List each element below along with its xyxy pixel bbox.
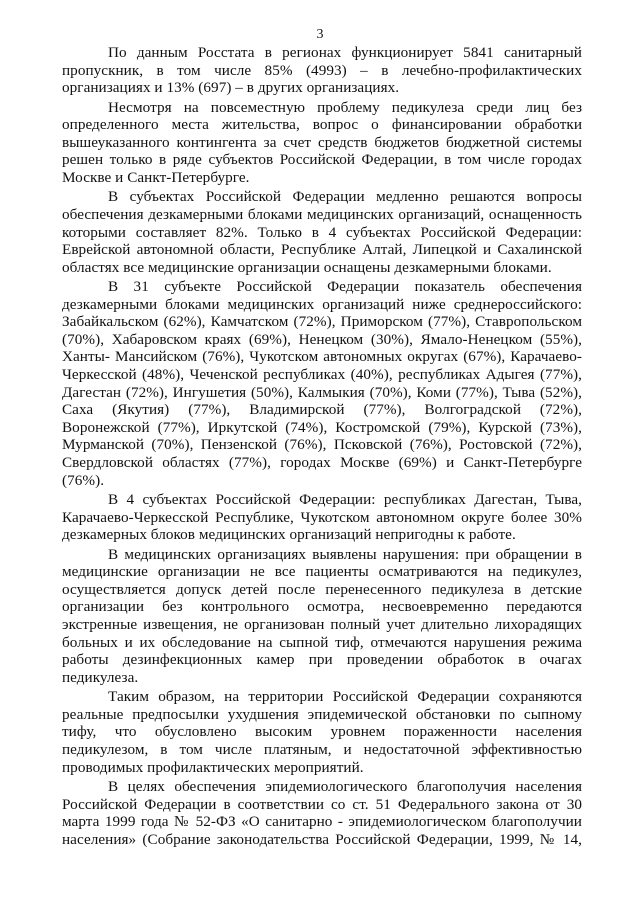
paragraph-legal-basis: В целях обеспечения эпидемиологического благополучия населения Российской Федерации в соответствии со ст. 51 Федерального закона от 30 марта 1999 года № 52-ФЗ «О санитарно - эпидемиологическом благополучии населения» (Собрание законодательства Российской Федерации, 1999, № 14, [62, 777, 582, 848]
document-body [62, 44, 582, 850]
paragraph-unusable-units: В 4 субъектах Российской Федерации: республиках Дагестан, Тыва, Карачаево-Черкесской Республике, Чукотском автономном округе более 30% дезкамерных блоков медицинских организаций непригодны к работе. [62, 491, 582, 544]
paragraph-disinfection-units: В субъектах Российской Федерации медленно решаются вопросы обеспечения дезкамерными блоками медицинских организаций, оснащенность которыми составляет 82%. Только в 4 субъектах Российской Федерации: Еврейской автономной области, Республике Алтай, Липецкой и Сахалинской областях все медицинские организации оснащены дезкамерными блоками. [62, 188, 582, 276]
paragraph-below-average-regions: В 31 субъекте Российской Федерации показатель обеспечения дезкамерными блоками медицинских организаций ниже среднероссийского: Забайкальском (62%), Камчатском (72%), Приморском (77%), Ставропольском (70%), Хабаровском краях (69%), Ненецком (30%), Ямало-Ненецком (55%), Ханты- Мансийском (76%), Чукотском автономных округах (67%), Карачаево-Черкесской (48%), Чеченской республиках (40%), республиках Адыгея (77%), Дагестан (72%), Ингушетия (50%), Калмыкия (70%), Коми (77%), Тыва (52%), Саха (Якутия) (77%), Владимирской (77%), Волгоградской (72%), Воронежской (77%), Иркутской (74%), Костромской (79%), Курской (73%), Мурманской (70%), Пензенской (76%), Псковской (76%), Ростовской (72%), Свердловской областях (77%), городах Москве (69%) и Санкт-Петербурге (76%). [62, 278, 582, 489]
paragraph-sanitary-checkpoints: По данным Росстата в регионах функционирует 5841 санитарный пропускник, в том числе 85% (4993) – в лечебно-профилактических организациях и 13% (697) – в других организациях. [62, 44, 582, 97]
paragraph-violations: В медицинских организациях выявлены нарушения: при обращении в медицинские организации не все пациенты осматриваются на педикулез, осуществляется допуск детей после перенесенного педикулеза в детские организации без контрольного осмотра, несвоевременно передаются экстренные извещения, не организован полный учет длительно лихорадящих больных и их обследование на сыпной тиф, отмечаются нарушения режима работы дезинфекционных камер при проведении обработок в очагах педикулеза. [62, 545, 582, 686]
page-number: 3 [316, 27, 324, 42]
paragraph-conclusion: Таким образом, на территории Российской Федерации сохраняются реальные предпосылки ухудшения эпидемической обстановки по сыпному тифу, что обусловлено высоким уровнем пораженности населения педикулезом, в том числе платяным, и недостаточной эффективностью проводимых профилактических мероприятий. [62, 688, 582, 776]
paragraph-homeless-pediculosis: Несмотря на повсеместную проблему педикулеза среди лиц без определенного места жительства, вопрос о финансировании обработки вышеуказанного контингента за счет средств бюджетов бюджетной системы решен только в ряде субъектов Российской Федерации, в том числе городах Москве и Санкт-Петербурге. [62, 98, 582, 186]
